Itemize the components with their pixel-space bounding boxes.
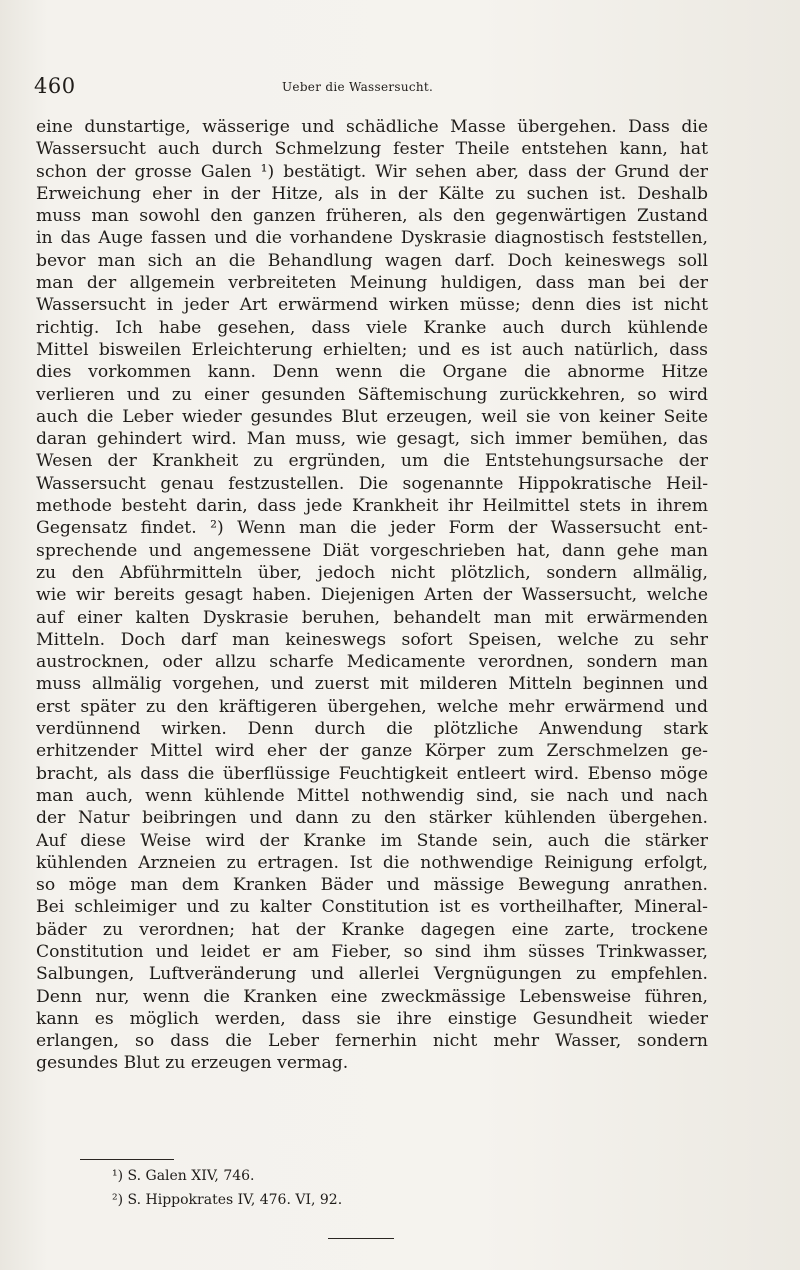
footnote: ²) S. Hippokrates IV, 476. VI, 92. [112, 1192, 343, 1208]
text-line: Auf diese Weise wird der Kranke im Stande sein, auch die stärker [36, 830, 708, 851]
text-line: richtig. Ich habe gesehen, dass viele Kranke auch durch kühlende [36, 317, 708, 338]
text-line: erst später zu den kräftigeren übergehen, welche mehr erwärmend und [36, 696, 708, 717]
text-line: verlieren und zu einer gesunden Säftemischung zurückkehren, so wird [36, 384, 708, 405]
running-title: Ueber die Wassersucht. [282, 80, 434, 94]
footnote: ¹) S. Galen XIV, 746. [112, 1168, 255, 1184]
text-line: Salbungen, Luftveränderung und allerlei Vergnügungen zu empfehlen. [36, 964, 708, 985]
text-line: man auch, wenn kühlende Mittel nothwendig sind, sie nach und nach [36, 785, 708, 806]
text-line: zu den Abführmitteln über, jedoch nicht plötzlich, sondern allmälig, [36, 562, 708, 583]
text-line: Mitteln. Doch darf man keineswegs sofort Speisen, welche zu sehr [36, 629, 708, 650]
text-line: eine dunstartige, wässerige und schädliche Masse übergehen. Dass die [36, 117, 708, 137]
text-line: Gegensatz findet. ²) Wenn man die jeder Form der Wassersucht ent- [36, 518, 708, 539]
text-line: dies vorkommen kann. Denn wenn die Organe die abnorme Hitze [36, 362, 708, 383]
page-header [34, 74, 734, 104]
text-line: Wassersucht in jeder Art erwärmend wirken müsse; denn dies ist nicht [36, 295, 708, 316]
text-line: gesundes Blut zu erzeugen vermag. [36, 1053, 349, 1074]
text-line: erhitzender Mittel wird eher der ganze Körper zum Zerschmelzen ge- [36, 741, 708, 762]
text-line: muss allmälig vorgehen, und zuerst mit milderen Mitteln beginnen und [36, 674, 708, 695]
text-line: kühlenden Arzneien zu ertragen. Ist die nothwendige Reinigung erfolgt, [36, 852, 708, 873]
text-line: auf einer kalten Dyskrasie beruhen, behandelt man mit erwärmenden [36, 607, 708, 628]
text-line: in das Auge fassen und die vorhandene Dyskrasie diagnostisch feststellen, [36, 228, 708, 249]
text-line: auch die Leber wieder gesundes Blut erzeugen, weil sie von keiner Seite [36, 406, 708, 427]
footnotes [112, 1164, 572, 1212]
text-line: austrocknen, oder allzu scharfe Medicamente verordnen, sondern man [36, 652, 708, 673]
body-text [36, 116, 708, 1075]
text-line: wie wir bereits gesagt haben. Diejenigen Arten der Wassersucht, welche [36, 585, 708, 606]
text-line: sprechende und angemessene Diät vorgeschrieben hat, dann gehe man [36, 540, 708, 561]
page-number: 460 [34, 74, 76, 98]
text-line: Constitution und leidet er am Fieber, so sind ihm süsses Trinkwasser, [36, 941, 708, 962]
text-line: muss man sowohl den ganzen früheren, als den gegenwärtigen Zustand [36, 206, 708, 227]
text-line: bäder zu verordnen; hat der Kranke dagegen eine zarte, trockene [36, 919, 708, 940]
text-line: Wesen der Krankheit zu ergründen, um die Entstehungsursache der [36, 451, 708, 472]
text-line: Denn nur, wenn die Kranken eine zweckmässige Lebensweise führen, [36, 986, 708, 1007]
text-line: der Natur beibringen und dann zu den stärker kühlenden übergehen. [36, 808, 708, 829]
bottom-rule [328, 1238, 394, 1239]
text-line: methode besteht darin, dass jede Krankheit ihr Heilmittel stets in ihrem [36, 496, 708, 517]
text-line: Wassersucht genau festzustellen. Die sogenannte Hippokratische Heil- [36, 473, 708, 494]
text-line: man der allgemein verbreiteten Meinung huldigen, dass man bei der [36, 273, 708, 294]
text-line: kann es möglich werden, dass sie ihre einstige Gesundheit wieder [36, 1008, 708, 1029]
text-line: Erweichung eher in der Hitze, als in der Kälte zu suchen ist. Deshalb [36, 183, 708, 204]
text-line: Bei schleimiger und zu kalter Constitution ist es vortheilhafter, Mineral- [36, 897, 708, 918]
text-line: schon der grosse Galen ¹) bestätigt. Wir sehen aber, dass der Grund der [36, 161, 708, 182]
text-line: daran gehindert wird. Man muss, wie gesagt, sich immer bemühen, das [36, 429, 708, 450]
text-line: erlangen, so dass die Leber fernerhin nicht mehr Wasser, sondern [36, 1031, 708, 1052]
text-line: Mittel bisweilen Erleichterung erhielten; und es ist auch natürlich, dass [36, 339, 708, 360]
text-line: verdünnend wirken. Denn durch die plötzliche Anwendung stark [36, 719, 708, 740]
footnote-separator [80, 1159, 174, 1160]
text-line: so möge man dem Kranken Bäder und mässige Bewegung anrathen. [36, 875, 708, 896]
text-line: Wassersucht auch durch Schmelzung fester Theile entstehen kann, hat [36, 139, 708, 160]
text-line: bevor man sich an die Behandlung wagen darf. Doch keineswegs soll [36, 250, 708, 271]
text-line: bracht, als dass die überflüssige Feuchtigkeit entleert wird. Ebenso möge [36, 763, 708, 784]
